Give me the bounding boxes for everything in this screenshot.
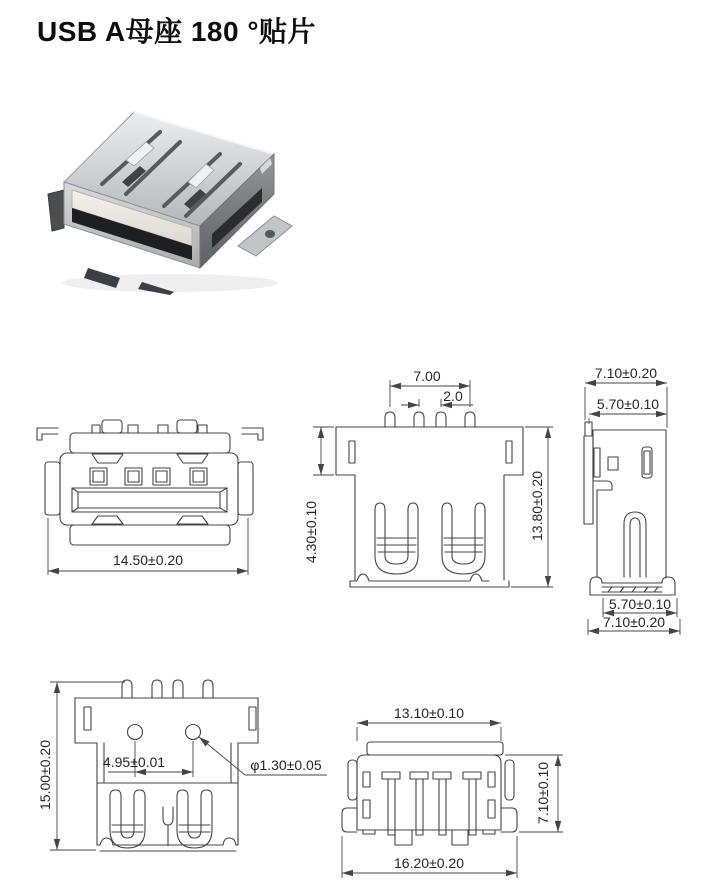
dim-side-top-inner-width: 5.70±0.10 xyxy=(596,396,660,412)
dim-shell-width: 14.50±0.20 xyxy=(113,552,183,568)
dim-side-top-width: 7.10±0.20 xyxy=(594,365,658,381)
front-view-dimensions xyxy=(48,518,248,575)
front-view-drawing xyxy=(28,408,268,580)
dim-hole-pitch: 4.95±0.01 xyxy=(102,754,166,770)
dim-rear-total-width: 16.20±0.20 xyxy=(394,855,464,871)
front-view-geometry xyxy=(37,420,263,545)
top-view-drawing xyxy=(300,360,568,608)
dim-body-length: 13.80±0.20 xyxy=(529,471,545,541)
dim-hole-diameter: φ1.30±0.05 xyxy=(250,757,322,773)
dim-rear-height: 7.10±0.10 xyxy=(535,761,551,825)
rear-view-drawing xyxy=(335,700,583,884)
dim-pin-pitch: 2.0 xyxy=(443,388,463,404)
side-view-drawing xyxy=(578,362,714,640)
side-view-geometry xyxy=(584,422,675,595)
top-view-dimensions xyxy=(303,368,553,587)
top-view-geometry xyxy=(336,412,523,587)
dim-pin-span: 7.00 xyxy=(413,368,441,384)
dim-total-length: 15.00±0.20 xyxy=(37,740,53,810)
dim-side-bottom-inner-width: 5.70±0.10 xyxy=(608,596,672,612)
dim-rear-body-width: 13.10±0.10 xyxy=(394,705,464,721)
rear-view-dimensions xyxy=(342,705,563,878)
rear-view-geometry xyxy=(342,742,517,845)
dim-flange-height: 4.30±0.10 xyxy=(303,500,319,564)
dim-side-bottom-width: 7.10±0.20 xyxy=(602,614,666,630)
page-title: USB A母座 180 °贴片 xyxy=(37,16,317,47)
bottom-view-drawing xyxy=(30,658,332,884)
connector-photo-shape xyxy=(48,112,292,295)
product-photo xyxy=(42,98,294,296)
